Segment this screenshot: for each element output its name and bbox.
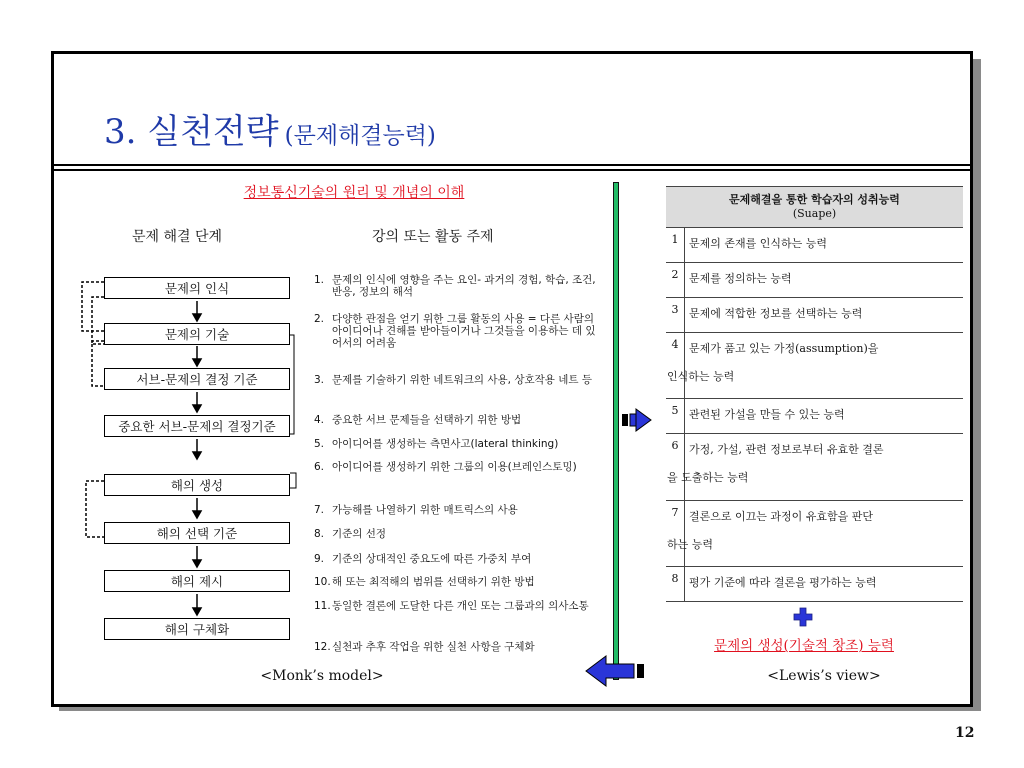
topic-7: 7. 가능해를 나열하기 위한 매트릭스의 사용 [314,504,518,516]
topic-6: 6. 아이디어를 생성하기 위한 그룹의 이용(브레인스토밍) [314,461,577,473]
slide-frame [51,51,973,707]
title-sub: (문제해결능력) [284,123,436,149]
table-row: 1 문제의 존재를 인식하는 능력 [666,227,963,262]
table-row: 8 평가 기준에 따라 결론을 평가하는 능력 [666,566,963,601]
table-row: 2 문제를 정의하는 능력 [666,262,963,297]
step-8-box: 해의 구체화 [104,618,290,640]
title-main: 3. 실천전략 [104,112,279,152]
topics-column-header: 강의 또는 활동 주제 [372,229,494,245]
step-1-box: 문제의 인식 [104,277,290,299]
table-row: 3 문제에 적합한 정보를 선택하는 능력 [666,297,963,332]
left-arrow-icon [584,654,648,688]
topic-8: 8. 기준의 선정 [314,528,387,540]
lewis-abilities-table [666,186,963,602]
table-header-row [666,187,963,228]
topic-1: 1. 문제의 인식에 영향을 주는 요인- 과거의 경험, 학습, 조건, 반응, 정보의 해석 [314,274,596,298]
left-heading: 정보통신기술의 원리 및 개념의 이해 [243,185,465,201]
step-5-box: 해의 생성 [104,474,290,496]
generation-ability-label: 문제의 생성(기술적 창조) 능력 [714,638,894,654]
feedback-loops [82,282,104,537]
step-3-box: 서브-문제의 결정 기준 [104,368,290,390]
topic-9: 9. 기준의 상대적인 중요도에 따른 가중치 부여 [314,553,532,565]
step-4-box: 중요한 서브-문제의 결정기준 [104,415,290,437]
step-2-box: 문제의 기술 [104,323,290,345]
vertical-divider [613,182,619,680]
monk-model-caption: <Monk’s model> [260,668,384,684]
lewis-view-caption: <Lewis’s view> [767,668,881,684]
topic-4: 4. 중요한 서브 문제들을 선택하기 위한 방법 [314,414,522,426]
topic-11: 11. 동일한 결론에 도달한 다른 개인 또는 그룹과의 의사소통 [314,600,589,612]
topic-10: 10. 해 또는 최적해의 범위를 선택하기 위한 방법 [314,576,535,588]
steps-column-header: 문제 해결 단계 [132,229,223,245]
topic-2: 2. 다양한 관점을 얻기 위한 그룹 활동의 사용 = 다른 사람의 아이디어나 견해를 받아들이거나 그것들을 이용하는 데 있어서의 어려움 [314,313,596,349]
table-row: 7 결론으로 이끄는 과정이 유효함을 판단 하는 능력 [666,500,963,566]
table-row: 5 관련된 가설을 만들 수 있는 능력 [666,399,963,434]
table-row: 4 문제가 품고 있는 가정(assumption)을 인식하는 능력 [666,333,963,399]
plus-icon [793,607,813,627]
topic-3: 3. 문제를 기술하기 위한 네트워크의 사용, 상호작용 네트 등 [314,374,592,386]
step-6-box: 해의 선택 기준 [104,522,290,544]
topic-5: 5. 아이디어를 생성하는 측면사고(lateral thinking) [314,438,559,450]
step-7-box: 해의 제시 [104,570,290,592]
side-brackets [290,335,296,488]
right-arrow-icon [620,407,654,433]
down-arrows [193,301,201,615]
table-row: 6 가정, 가설, 관련 정보로부터 유효한 결론 을 도출하는 능력 [666,434,963,500]
topic-12: 12. 실천과 추후 작업을 위한 실천 사항을 구체화 [314,641,535,653]
page-number: 12 [955,725,975,741]
table-header: 문제해결을 통한 학습자의 성취능력 (Suape) [666,187,963,228]
